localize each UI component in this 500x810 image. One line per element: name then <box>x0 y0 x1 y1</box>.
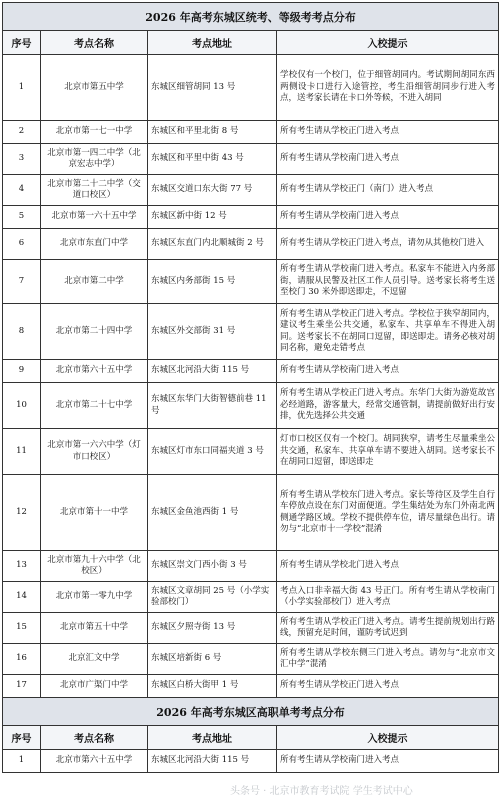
table-row <box>3 429 499 475</box>
col-header-address: 考点地址 <box>148 31 277 55</box>
row-seq: 15 <box>3 613 41 644</box>
row-seq: 4 <box>3 175 41 206</box>
row-tip: 所有考生请从学校南门进入考点 <box>277 206 499 229</box>
row-tip: 所有考生请从学校东侧三门进入考点。请勿与“北京市文汇中学”混淆 <box>277 644 499 675</box>
row-tip: 所有考生请从学校南门进入考点 <box>277 750 499 773</box>
row-tip: 学校仅有一个校门，位于细管胡同内。考试期间胡同东西两侧设卡口进行入途管控，考生沿细管胡同步行进入考点，送考家长请在卡口外等候，不进入胡同 <box>277 55 499 121</box>
row-seq: 8 <box>3 304 41 360</box>
row-name: 北京市第一六十五中学 <box>41 206 148 229</box>
row-seq: 2 <box>3 121 41 144</box>
row-name: 北京市第二十七中学 <box>41 383 148 429</box>
table-row <box>3 613 499 644</box>
row-name: 北京市广渠门中学 <box>41 675 148 698</box>
table-row <box>3 206 499 229</box>
table-row <box>3 551 499 582</box>
row-name: 北京市第六十五中学 <box>41 360 148 383</box>
row-address: 东城区内务部街 15 号 <box>148 260 277 304</box>
row-name: 北京市第五十中学 <box>41 613 148 644</box>
row-address: 东城区北河沿大街 115 号 <box>148 360 277 383</box>
row-name: 北京汇文中学 <box>41 644 148 675</box>
row-seq: 16 <box>3 644 41 675</box>
row-address: 东城区东华门大街智德前巷 11 号 <box>148 383 277 429</box>
row-name: 北京市第二十二中学（交道口校区） <box>41 175 148 206</box>
row-address: 东城区灯市东口同福夹道 3 号 <box>148 429 277 475</box>
table-row <box>3 229 499 260</box>
table-row <box>3 675 499 698</box>
row-address: 东城区细管胡同 13 号 <box>148 55 277 121</box>
table-row <box>3 121 499 144</box>
row-name: 北京市第九十六中学（北校区） <box>41 551 148 582</box>
row-tip: 所有考生请从学校南门进入考点。私家车不能进入内务部街，请服从民警及社区工作人员引导。送考家长将考生送至校门 30 米外即送即走，不逗留 <box>277 260 499 304</box>
table-row <box>3 644 499 675</box>
watermark: 头条号 · 北京市教育考试院 学生考试中心 <box>230 786 413 797</box>
row-tip: 所有考生请从学校正门进入考点。东华门大街为游览故宫必经道路，游客量大，经常交通管制，请提前做好出行安排，优先选择公共交通 <box>277 383 499 429</box>
row-name: 北京市第二中学 <box>41 260 148 304</box>
row-name: 北京市第一四二中学（北京宏志中学） <box>41 144 148 175</box>
table-row <box>3 175 499 206</box>
row-tip: 灯市口校区仅有一个校门。胡同狭窄，请考生尽量乘坐公共交通，私家车、共享单车请不要进入胡同。送考家长不在胡同口逗留，即送即走 <box>277 429 499 475</box>
row-name: 北京市东直门中学 <box>41 229 148 260</box>
section2-title: 2026 年高考东城区高职单考考点分布 <box>3 698 499 726</box>
table-row <box>3 304 499 360</box>
row-name: 北京市第六十五中学 <box>41 750 148 773</box>
row-seq: 10 <box>3 383 41 429</box>
row-tip: 所有考生请从学校正门进入考点。请考生提前规划出行路线，预留充足时间，谨防考试迟到 <box>277 613 499 644</box>
row-address: 东城区新中街 12 号 <box>148 206 277 229</box>
col-header-name: 考点名称 <box>41 726 148 750</box>
row-address: 东城区东直门内北顺城街 2 号 <box>148 229 277 260</box>
row-seq: 5 <box>3 206 41 229</box>
row-seq: 1 <box>3 750 41 773</box>
row-name: 北京市第十一中学 <box>41 475 148 551</box>
col-header-seq: 序号 <box>3 31 41 55</box>
col-header-seq: 序号 <box>3 726 41 750</box>
table-row <box>3 360 499 383</box>
row-name: 北京市第一零九中学 <box>41 582 148 613</box>
row-seq: 3 <box>3 144 41 175</box>
row-seq: 17 <box>3 675 41 698</box>
row-tip: 所有考生请从学校正门进入考点，请勿从其他校门进入 <box>277 229 499 260</box>
table-row <box>3 144 499 175</box>
row-seq: 12 <box>3 475 41 551</box>
row-seq: 13 <box>3 551 41 582</box>
row-seq: 9 <box>3 360 41 383</box>
exam-venue-table <box>2 2 499 773</box>
col-header-tip: 入校提示 <box>277 726 499 750</box>
row-address: 东城区交道口东大街 77 号 <box>148 175 277 206</box>
row-name: 北京市第一七一中学 <box>41 121 148 144</box>
row-seq: 14 <box>3 582 41 613</box>
row-tip: 所有考生请从学校南门进入考点 <box>277 144 499 175</box>
row-seq: 11 <box>3 429 41 475</box>
section1-title: 2026 年高考东城区统考、等级考考点分布 <box>3 3 499 31</box>
row-address: 东城区白桥大街甲 1 号 <box>148 675 277 698</box>
table-row <box>3 55 499 121</box>
row-tip: 所有考生请从学校正门（南门）进入考点 <box>277 175 499 206</box>
table-row <box>3 750 499 773</box>
row-seq: 7 <box>3 260 41 304</box>
col-header-address: 考点地址 <box>148 726 277 750</box>
table-row <box>3 582 499 613</box>
row-name: 北京市第一六六中学（灯市口校区） <box>41 429 148 475</box>
row-seq: 6 <box>3 229 41 260</box>
row-address: 东城区金鱼池西街 1 号 <box>148 475 277 551</box>
row-tip: 所有考生请从学校正门进入考点。学校位于狭窄胡同内，建议考生乘坐公共交通，私家车、共享单车不得进入胡同。送考家长不在胡同口逗留，即送即走。请务必核对胡同名称，避免走错考点 <box>277 304 499 360</box>
row-address: 东城区和平里中街 43 号 <box>148 144 277 175</box>
row-tip: 所有考生请从学校正门进入考点 <box>277 121 499 144</box>
table-row <box>3 260 499 304</box>
row-tip: 所有考生请从学校东门进入考点。家长等待区及学生自行车停放点设在东门对面便道。学生集结处为东门外南北两侧通学路区域。学校不提供停车位，请尽量绿色出行。请勿与“北京市十一学校”混淆 <box>277 475 499 551</box>
exam-venue-sheet <box>2 2 498 773</box>
row-name: 北京市第五中学 <box>41 55 148 121</box>
row-address: 东城区崇文门西小街 3 号 <box>148 551 277 582</box>
table-row <box>3 383 499 429</box>
table-row <box>3 475 499 551</box>
col-header-tip: 入校提示 <box>277 31 499 55</box>
row-address: 东城区北河沿大街 115 号 <box>148 750 277 773</box>
row-address: 东城区夕照寺街 13 号 <box>148 613 277 644</box>
row-tip: 所有考生请从学校南门进入考点 <box>277 360 499 383</box>
col-header-name: 考点名称 <box>41 31 148 55</box>
row-address: 东城区培新街 6 号 <box>148 644 277 675</box>
row-tip: 所有考生请从学校北门进入考点 <box>277 551 499 582</box>
row-name: 北京市第二十四中学 <box>41 304 148 360</box>
row-seq: 1 <box>3 55 41 121</box>
row-address: 东城区和平里北街 8 号 <box>148 121 277 144</box>
row-tip: 考点入口非幸福大街 43 号正门。所有考生请从学校南门（小学实验部校门）进入考点 <box>277 582 499 613</box>
row-tip: 所有考生请从学校正门进入考点 <box>277 675 499 698</box>
row-address: 东城区外交部街 31 号 <box>148 304 277 360</box>
row-address: 东城区文章胡同 25 号（小学实验部校门） <box>148 582 277 613</box>
